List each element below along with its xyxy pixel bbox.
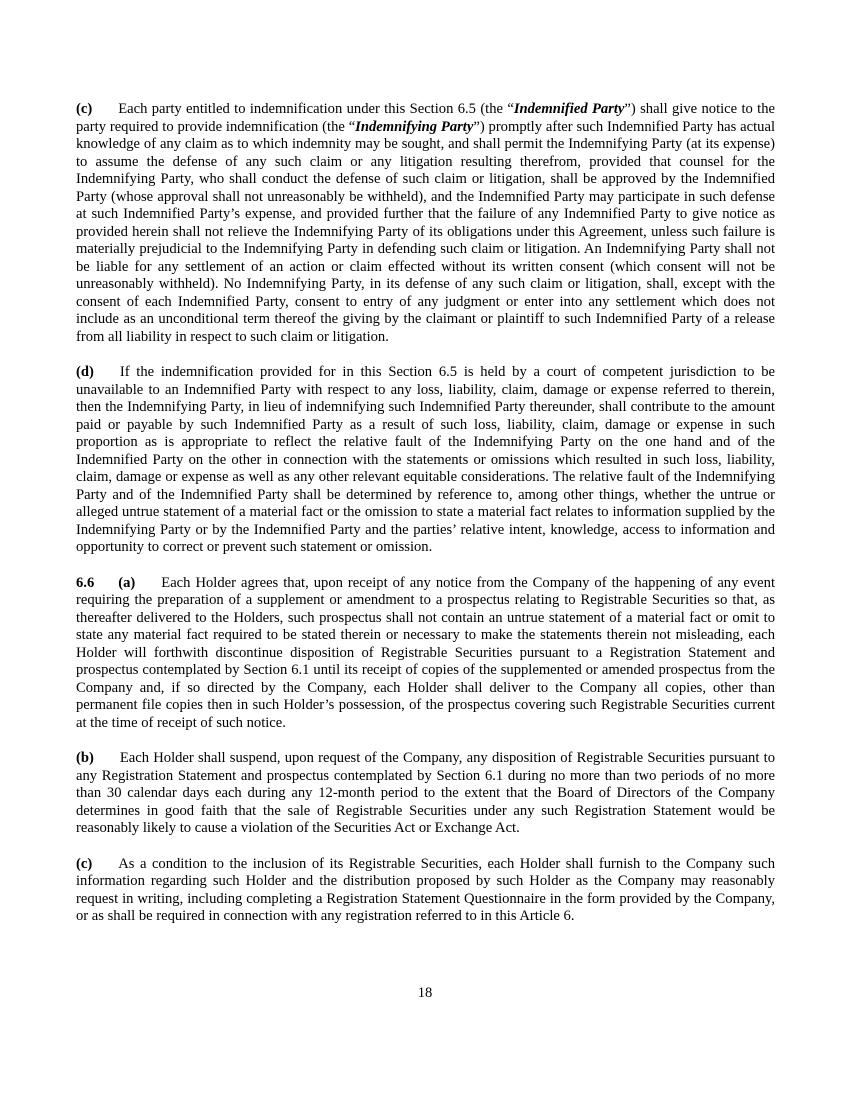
paragraph-text: As a condition to the inclusion of its Registrable Securities, each Holder shall furnish to the Company such information regarding such Holder and the distribution proposed by such Holder as the Company may reasonably request in writing, including completing a Registration Statement Questionnaire in the form provided by the Company, or as shall be required in connection with any registration referred to in this Article 6. — [76, 855, 775, 924]
paragraph-text: Each Holder agrees that, upon receipt of any notice from the Company of the happening of any event requiring the preparation of a supplement or amendment to a prospectus relating to Registrable Securities so that, as thereafter delivered to the Holders, such prospectus shall not contain an untrue statement of a material fact or omit to state any material fact required to be stated therein or necessary to make the statements therein not misleading, each Holder will forthwith discontinue disposition of Registrable Securities pursuant to a Registration Statement and prospectus contemplated by Section 6.1 until its receipt of copies of the supplemented or amended prospectus from the Company and, if so directed by the Company, each Holder shall deliver to the Company all copies, other than permanent file copies then in such Holder’s possession, of the prospectus covering such Registrable Securities current at the time of receipt of such notice. — [76, 574, 775, 731]
paragraph-label: (a) — [118, 574, 136, 591]
paragraph-label: (d) — [76, 364, 94, 380]
paragraph-text: ”) promptly after such Indemnified Party has actual knowledge of any claim as to which indemnity may be sought, and shall permit the Indemnifying Party (at its expense) to assume the defense of any such claim or any litigation resulting therefrom, provided that counsel for the Indemnifying Party, who shall conduct the defense of such claim or litigation, shall be approved by the Indemnified Party (whose approval shall not unreasonably be withheld), and the Indemnified Party may participate in such defense at such Indemnified Party’s expense, and provided further that the failure of any Indemnified Party to give notice as provided herein shall not relieve the Indemnifying Party of its obligations under this Agreement, unless such failure is materially prejudicial to the Indemnifying Party in defending such claim or litigation. An Indemnifying Party shall not be liable for any settlement of an action or claim effected without its written consent (which consent will not be unreasonably withheld). No Indemnifying Party, in its defense of any such claim or litigation, shall, except with the consent of each Indemnified Party, consent to entry of any judgment or enter into any settlement which does not include as an unconditional term thereof the giving by the claimant or plaintiff to such Indemnified Party of a release from all liability in respect to such claim or litigation. — [76, 118, 775, 345]
paragraph-6-5-c — [76, 101, 775, 346]
page-number: 18 — [417, 985, 433, 1001]
paragraph-label: (c) — [76, 101, 93, 117]
defined-term-indemnifying-party: Indemnifying Party — [355, 118, 474, 135]
paragraph-text: Each Holder shall suspend, upon request of the Company, any disposition of Registrable Securities pursuant to any Registration Statement and prospectus contemplated by Section 6.1 during no more than two periods of no more than 30 calendar days each during any 12-month period to the extent that the Board of Directors of the Company determines in good faith that the sale of Registrable Securities under any such Registration Statement would be reasonably likely to cause a violation of the Securities Act or Exchange Act. — [76, 750, 775, 836]
paragraph-6-6-a — [76, 575, 775, 733]
defined-term-indemnified-party: Indemnified Party — [513, 101, 625, 117]
paragraph-6-6-c — [76, 856, 775, 926]
paragraph-text: If the indemnification provided for in this Section 6.5 is held by a court of competent jurisdiction to be unavailable to an Indemnified Party with respect to any loss, liability, claim, damage or expense referred to therein, then the Indemnifying Party, in lieu of indemnifying such Indemnified Party thereunder, shall contribute to the amount paid or payable by such Indemnified Party as a result of such loss, liability, claim, damage or expense in such proportion as is appropriate to reflect the relative fault of the Indemnifying Party on the one hand and of the Indemnified Party on the other in connection with the statements or omissions which resulted in such loss, liability, claim, damage or expense as well as any other relevant equitable considerations. The relative fault of the Indemnifying Party and of the Indemnified Party shall be determined by reference to, among other things, whether the untrue or alleged untrue statement of a material fact or the omission to state a material fact relates to information supplied by the Indemnifying Party or by the Indemnified Party and the parties’ relative intent, knowledge, access to information and opportunity to correct or prevent such statement or omission. — [76, 364, 775, 555]
section-number: 6.6 — [76, 574, 95, 591]
document-body — [76, 101, 775, 944]
paragraph-6-6-b — [76, 750, 775, 838]
paragraph-label: (b) — [76, 750, 94, 766]
paragraph-6-5-d — [76, 364, 775, 557]
paragraph-label: (c) — [76, 855, 93, 872]
paragraph-text: Each party entitled to indemnification under this Section 6.5 (the “ — [118, 101, 514, 117]
paragraph-text: ”) shall give notice to the party required to provide indemnification (the “ — [76, 101, 776, 135]
